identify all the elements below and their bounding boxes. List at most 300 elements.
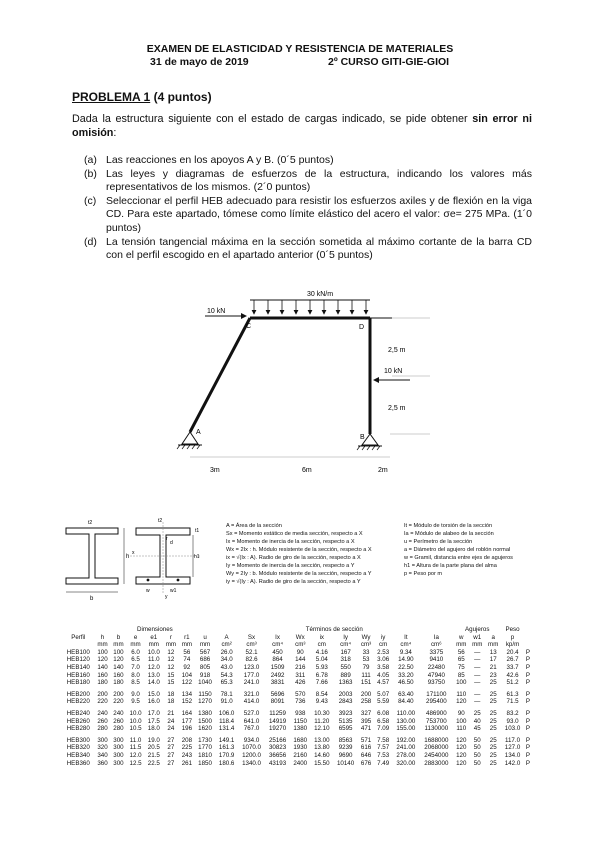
- table-cell: 7.58: [377, 736, 390, 744]
- table-cell: 300: [113, 736, 124, 744]
- table-cell: 934.0: [243, 736, 260, 744]
- dim-h1: 2,5 m: [388, 347, 406, 354]
- table-cell: 85: [457, 671, 465, 679]
- table-cell: 111: [361, 671, 371, 679]
- table-row: [62, 656, 532, 664]
- table-cell: 100: [97, 648, 108, 656]
- legend-entry: ix = √(Ix : A). Radio de giro de la sección, respecto a X: [226, 555, 361, 561]
- table-cell: 140: [113, 663, 124, 671]
- table-cell: 93750: [427, 679, 445, 687]
- table-cell: 4.16: [315, 648, 328, 656]
- distributed-load: [250, 300, 370, 314]
- table-cell: 2003: [338, 690, 353, 698]
- table-cell: —: [474, 656, 481, 664]
- table-cell: 241.0: [243, 679, 260, 687]
- table-cell: 6.5: [131, 656, 140, 664]
- table-cell: 12.10: [314, 725, 330, 733]
- table-cell: 14.90: [398, 656, 414, 664]
- table-cell: 5.07: [377, 690, 390, 698]
- profile-name: HEB120: [66, 656, 90, 664]
- member-ac: [190, 318, 250, 432]
- table-cell: 2.53: [377, 648, 390, 656]
- table-cell: 91.0: [220, 698, 233, 706]
- col-unit: cm⁴: [272, 641, 284, 649]
- table-cell: 25166: [268, 736, 287, 744]
- legend-left: [226, 522, 406, 586]
- table-cell: 43193: [268, 759, 287, 767]
- table-cell: 30823: [268, 744, 287, 752]
- problem-title: [72, 90, 212, 104]
- table-cell: 2492: [270, 671, 285, 679]
- table-cell: 22480: [427, 663, 445, 671]
- table-cell: 18.0: [147, 725, 160, 733]
- table-cell: 56: [183, 648, 191, 656]
- table-cell: P: [525, 648, 530, 656]
- profile-name: HEB100: [66, 648, 90, 656]
- col-name: A: [224, 633, 229, 641]
- table-cell: 10.0: [129, 709, 142, 717]
- question-text: Las leyes y diagramas de esfuerzos de la estructura, indicando los valores más representativos de los mismos. (2´0 puntos): [106, 167, 532, 194]
- col-unit: mm: [97, 641, 108, 649]
- table-cell: 18: [167, 698, 175, 706]
- legend-entry: p = Peso por m: [404, 571, 443, 577]
- profile-name: HEB140: [66, 663, 90, 671]
- table-cell: 805: [199, 663, 211, 671]
- profile-name: HEB160: [66, 671, 90, 679]
- table-row: [62, 679, 532, 687]
- label-t2-right: t2: [158, 518, 163, 524]
- table-cell: 90: [457, 709, 465, 717]
- col-name: p: [510, 633, 515, 641]
- table-cell: 1730: [198, 736, 212, 744]
- table-cell: 311: [295, 671, 306, 679]
- table-cell: 9690: [338, 751, 353, 759]
- table-cell: 160: [113, 671, 124, 679]
- table-cell: 9239: [338, 744, 353, 752]
- legend-entry: h1 = Altura de la parte plana del alma: [404, 563, 497, 569]
- table-cell: 12: [167, 656, 175, 664]
- table-cell: 2454000: [424, 751, 449, 759]
- table-cell: 938: [295, 709, 306, 717]
- node-b: B: [360, 434, 365, 441]
- table-cell: 20.4: [506, 648, 519, 656]
- table-cell: 414.0: [243, 698, 260, 706]
- problem-points: (4 puntos): [153, 90, 212, 104]
- table-cell: 51.2: [506, 679, 519, 687]
- table-cell: 6.58: [377, 717, 390, 725]
- legend-entry: Ix = Momento de inercia de la sección, respecto a X: [226, 539, 355, 545]
- table-cell: 1130000: [424, 725, 449, 733]
- table-cell: 180: [113, 679, 124, 687]
- table-cell: 2068000: [424, 744, 449, 752]
- table-cell: P: [525, 698, 530, 706]
- table-cell: 6.0: [131, 648, 140, 656]
- table-cell: 15.0: [147, 690, 160, 698]
- intro-colon: :: [113, 127, 117, 139]
- table-cell: 71.5: [506, 698, 519, 706]
- table-cell: 300: [113, 751, 124, 759]
- intro-text: Dada la estructura siguiente con el estado de cargas indicado, se pide obtener: [72, 113, 473, 125]
- col-perfil: Perfil: [71, 633, 86, 641]
- table-cell: 686: [199, 656, 211, 664]
- table-cell: 13: [489, 648, 497, 656]
- table-cell: 123.0: [243, 663, 260, 671]
- table-cell: 10.0: [129, 717, 142, 725]
- table-cell: P: [525, 725, 530, 733]
- table-cell: 1810: [198, 751, 212, 759]
- table-cell: 4.57: [377, 679, 390, 687]
- table-cell: 1340.0: [242, 759, 261, 767]
- table-cell: 52.1: [245, 648, 258, 656]
- table-cell: 300: [113, 744, 124, 752]
- col-unit: cm: [317, 641, 326, 649]
- question-label: (b): [84, 167, 97, 180]
- table-cell: 50: [473, 744, 481, 752]
- label-w: w: [146, 588, 150, 594]
- col-name: iy: [380, 633, 386, 641]
- table-cell: 65.3: [220, 679, 233, 687]
- table-cell: 110: [456, 725, 467, 733]
- table-cell: —: [474, 671, 481, 679]
- col-name: e1: [150, 633, 158, 641]
- table-cell: 11259: [269, 709, 286, 717]
- table-cell: 82.6: [245, 656, 258, 664]
- table-cell: 140: [97, 663, 108, 671]
- table-cell: 21: [167, 709, 175, 717]
- table-cell: 641.0: [243, 717, 260, 725]
- table-cell: 25: [489, 709, 497, 717]
- table-cell: 13.00: [314, 736, 330, 744]
- legend-entry: u = Perímetro de la sección: [404, 539, 473, 545]
- table-cell: 192.00: [396, 736, 416, 744]
- table-cell: 10.0: [147, 648, 160, 656]
- table-cell: 260: [113, 717, 124, 725]
- table-cell: 104: [181, 671, 193, 679]
- node-d: D: [359, 324, 365, 331]
- profile-right: [130, 522, 200, 594]
- table-cell: P: [525, 663, 530, 671]
- table-cell: 220: [113, 698, 124, 706]
- table-cell: 22.5: [147, 759, 160, 767]
- table-cell: 92: [183, 663, 191, 671]
- table-cell: 33: [362, 648, 370, 656]
- table-cell: 61.3: [506, 690, 519, 698]
- label-y: y: [165, 594, 168, 600]
- profile-name: HEB220: [66, 698, 90, 706]
- table-cell: 1688000: [424, 736, 449, 744]
- table-cell: 50: [473, 759, 481, 767]
- table-cell: 15: [167, 679, 175, 687]
- table-cell: 90: [296, 648, 304, 656]
- table-cell: 25: [473, 709, 481, 717]
- table-cell: 5.04: [315, 656, 328, 664]
- table-cell: P: [525, 751, 530, 759]
- col-name: b: [116, 633, 121, 641]
- legend-right: [404, 522, 544, 578]
- question-label: (c): [84, 194, 97, 207]
- table-cell: P: [525, 656, 530, 664]
- table-cell: 120: [456, 736, 467, 744]
- label-h: h: [126, 554, 130, 560]
- table-cell: 27: [167, 751, 175, 759]
- table-cell: 14.60: [314, 751, 330, 759]
- table-cell: 25: [489, 725, 497, 733]
- table-cell: 16.0: [147, 698, 160, 706]
- table-cell: 19270: [268, 725, 287, 733]
- point-load-c-label: 10 kN: [207, 308, 226, 315]
- table-cell: 864: [272, 656, 283, 664]
- table-cell: 208: [181, 736, 193, 744]
- table-cell: 34.0: [220, 656, 233, 664]
- label-x: x: [132, 550, 135, 556]
- table-cell: 53: [362, 656, 370, 664]
- col-unit: mm: [456, 641, 467, 649]
- table-cell: 131.4: [218, 725, 235, 733]
- profile-name: HEB240: [66, 709, 90, 717]
- table-cell: 120: [456, 751, 467, 759]
- table-cell: 1150: [198, 690, 212, 698]
- table-cell: 83.2: [506, 709, 519, 717]
- table-cell: P: [525, 736, 530, 744]
- label-d: d: [170, 540, 173, 546]
- col-name: r: [169, 633, 172, 641]
- table-cell: 11.5: [129, 744, 142, 752]
- table-cell: 14.0: [147, 679, 160, 687]
- table-row: [62, 698, 532, 706]
- table-cell: 9.5: [131, 698, 140, 706]
- legend-entry: It = Módulo de torsión de la sección: [404, 523, 493, 529]
- table-cell: P: [525, 744, 530, 752]
- table-cell: 14919: [268, 717, 287, 725]
- table-cell: 40: [473, 717, 481, 725]
- table-cell: 17: [489, 656, 497, 664]
- table-cell: 1380: [293, 725, 308, 733]
- table-cell: 25: [489, 690, 497, 698]
- table-cell: 42.6: [506, 671, 519, 679]
- table-cell: 318: [340, 656, 351, 664]
- table-cell: 8.54: [315, 690, 328, 698]
- table-cell: 24: [167, 717, 175, 725]
- table-cell: 15.50: [314, 759, 330, 767]
- legend-entry: Iy = Momento de inercia de la sección, respecto a Y: [226, 563, 355, 569]
- table-cell: 486900: [426, 709, 447, 717]
- structure-diagram: [160, 282, 460, 482]
- table-cell: 100: [456, 679, 467, 687]
- label-t2-left: t2: [88, 520, 93, 526]
- table-cell: 79: [362, 663, 370, 671]
- table-cell: 327: [360, 709, 372, 717]
- legend-entry: a = Diámetro del agujero del roblón normal: [404, 547, 511, 553]
- table-cell: 2843: [338, 698, 353, 706]
- table-cell: 130.00: [396, 717, 416, 725]
- table-cell: 152: [181, 698, 193, 706]
- table-cell: 278.00: [396, 751, 416, 759]
- col-unit: cm³: [246, 641, 257, 649]
- col-name: ix: [319, 633, 325, 641]
- table-cell: 1380: [198, 709, 212, 717]
- table-cell: 45: [473, 725, 481, 733]
- table-cell: 36656: [268, 751, 287, 759]
- table-cell: 11.0: [147, 656, 160, 664]
- col-unit: cm⁴: [340, 641, 352, 649]
- table-cell: 180.6: [218, 759, 235, 767]
- table-cell: 220: [97, 698, 108, 706]
- table-cell: 5696: [270, 690, 285, 698]
- table-cell: 110: [456, 690, 467, 698]
- table-cell: 1363: [338, 679, 353, 687]
- table-cell: 1150: [293, 717, 307, 725]
- table-cell: 27: [167, 759, 175, 767]
- col-name: a: [491, 633, 495, 641]
- table-cell: 25: [489, 751, 497, 759]
- table-cell: 21.5: [147, 751, 160, 759]
- table-cell: P: [525, 759, 530, 767]
- node-c: C: [246, 323, 252, 330]
- table-cell: 161.3: [218, 744, 235, 752]
- table-cell: 6.78: [315, 671, 328, 679]
- table-cell: 261: [181, 759, 193, 767]
- table-cell: 567: [199, 648, 211, 656]
- table-cell: 3375: [429, 648, 444, 656]
- question-item: [84, 236, 532, 263]
- col-group-terms: Términos de sección: [305, 626, 363, 633]
- node-a: A: [196, 429, 201, 436]
- heb-profile-figure: [60, 514, 220, 606]
- table-cell: 25: [489, 736, 497, 744]
- label-h1: h1: [194, 554, 200, 560]
- dim-x2: 6m: [302, 467, 312, 474]
- table-cell: 27: [167, 736, 175, 744]
- profile-name: HEB320: [66, 744, 90, 752]
- table-cell: 1770: [198, 744, 212, 752]
- profile-name: HEB280: [66, 725, 90, 733]
- table-cell: 134: [181, 690, 193, 698]
- table-cell: 11.0: [129, 736, 142, 744]
- col-unit: mm: [165, 641, 177, 649]
- table-cell: 11.20: [314, 717, 330, 725]
- table-cell: 2160: [293, 751, 308, 759]
- table-cell: P: [525, 679, 530, 687]
- table-cell: 5.59: [377, 698, 390, 706]
- legend-entry: Sx = Momento estático de media sección, respecto a X: [226, 531, 363, 537]
- table-cell: 177.0: [243, 671, 260, 679]
- table-cell: 33.20: [398, 671, 414, 679]
- table-cell: 22.50: [398, 663, 414, 671]
- table-cell: 9.34: [399, 648, 412, 656]
- table-cell: 170.9: [218, 751, 235, 759]
- table-cell: 225: [181, 744, 193, 752]
- table-cell: 56: [457, 648, 465, 656]
- col-name: Ix: [275, 633, 280, 641]
- col-name: Sx: [247, 633, 256, 641]
- table-cell: 117.0: [505, 736, 521, 744]
- table-cell: 10.30: [314, 709, 330, 717]
- table-cell: 200: [360, 690, 372, 698]
- table-cell: 120: [113, 656, 124, 664]
- table-cell: 127.0: [504, 744, 521, 752]
- table-cell: 570: [295, 690, 306, 698]
- table-cell: 395: [360, 717, 372, 725]
- table-cell: 200: [97, 690, 108, 698]
- table-cell: 4.05: [377, 671, 390, 679]
- dim-x3: 2m: [378, 467, 388, 474]
- problem-label: PROBLEMA 1: [72, 90, 151, 104]
- legend-entry: iy = √(Iy : A). Radio de giro de la sección, respecto a Y: [226, 579, 361, 585]
- table-cell: 676: [360, 759, 372, 767]
- table-cell: 9.0: [131, 690, 140, 698]
- label-t1: t1: [195, 528, 200, 534]
- table-cell: 918: [199, 671, 211, 679]
- col-name: Iy: [343, 633, 349, 641]
- table-cell: 19.0: [147, 736, 160, 744]
- col-name: Ia: [433, 633, 439, 641]
- table-cell: 13.0: [147, 671, 160, 679]
- table-cell: 571: [360, 736, 372, 744]
- table-cell: 18: [167, 690, 175, 698]
- table-cell: 471: [360, 725, 372, 733]
- profile-name: HEB200: [66, 690, 90, 698]
- table-cell: 1270: [198, 698, 212, 706]
- table-cell: 2883000: [424, 759, 449, 767]
- table-cell: 54.3: [220, 671, 233, 679]
- table-cell: 26.0: [220, 648, 233, 656]
- table-cell: 3831: [270, 679, 285, 687]
- profile-name: HEB340: [66, 751, 90, 759]
- table-cell: 12.0: [147, 663, 160, 671]
- col-name: u: [203, 633, 207, 641]
- table-cell: 9410: [429, 656, 444, 664]
- table-cell: 736: [295, 698, 306, 706]
- dim-h2: 2,5 m: [388, 405, 406, 412]
- table-cell: 46.50: [398, 679, 414, 687]
- col-unit: cm³: [360, 641, 372, 649]
- table-cell: 240: [113, 709, 124, 717]
- table-cell: 280: [97, 725, 108, 733]
- table-cell: 142.0: [504, 759, 521, 767]
- table-cell: 1500: [198, 717, 212, 725]
- intro-bold: sin error ni omisión: [72, 113, 532, 139]
- table-cell: 7.53: [377, 751, 390, 759]
- col-name: r1: [184, 633, 190, 641]
- table-cell: 6595: [338, 725, 353, 733]
- table-cell: 1509: [270, 663, 285, 671]
- col-unit: mm: [130, 641, 141, 649]
- col-unit: mm: [199, 641, 211, 649]
- heb-properties-table: [62, 626, 532, 767]
- table-cell: 321.0: [243, 690, 260, 698]
- col-group-dimensions: Dimensiones: [137, 626, 173, 633]
- table-cell: 177: [181, 717, 193, 725]
- table-cell: 450: [272, 648, 283, 656]
- table-cell: 106.0: [218, 709, 235, 717]
- col-unit: cm⁶: [430, 641, 442, 649]
- table-cell: 149.1: [218, 736, 235, 744]
- table-row: [62, 737, 532, 745]
- question-item: [84, 168, 532, 195]
- profile-name: HEB360: [66, 759, 90, 767]
- table-cell: 100: [113, 648, 124, 656]
- table-cell: 527.0: [243, 709, 260, 717]
- col-name: It: [404, 633, 408, 641]
- table-cell: 200: [113, 690, 124, 698]
- table-cell: 9.43: [315, 698, 328, 706]
- question-list: [84, 154, 532, 263]
- table-cell: 27: [167, 744, 175, 752]
- table-cell: 100: [456, 717, 467, 725]
- table-cell: 320.00: [396, 759, 416, 767]
- table-cell: 84.40: [398, 698, 414, 706]
- table-cell: 155.00: [396, 725, 416, 733]
